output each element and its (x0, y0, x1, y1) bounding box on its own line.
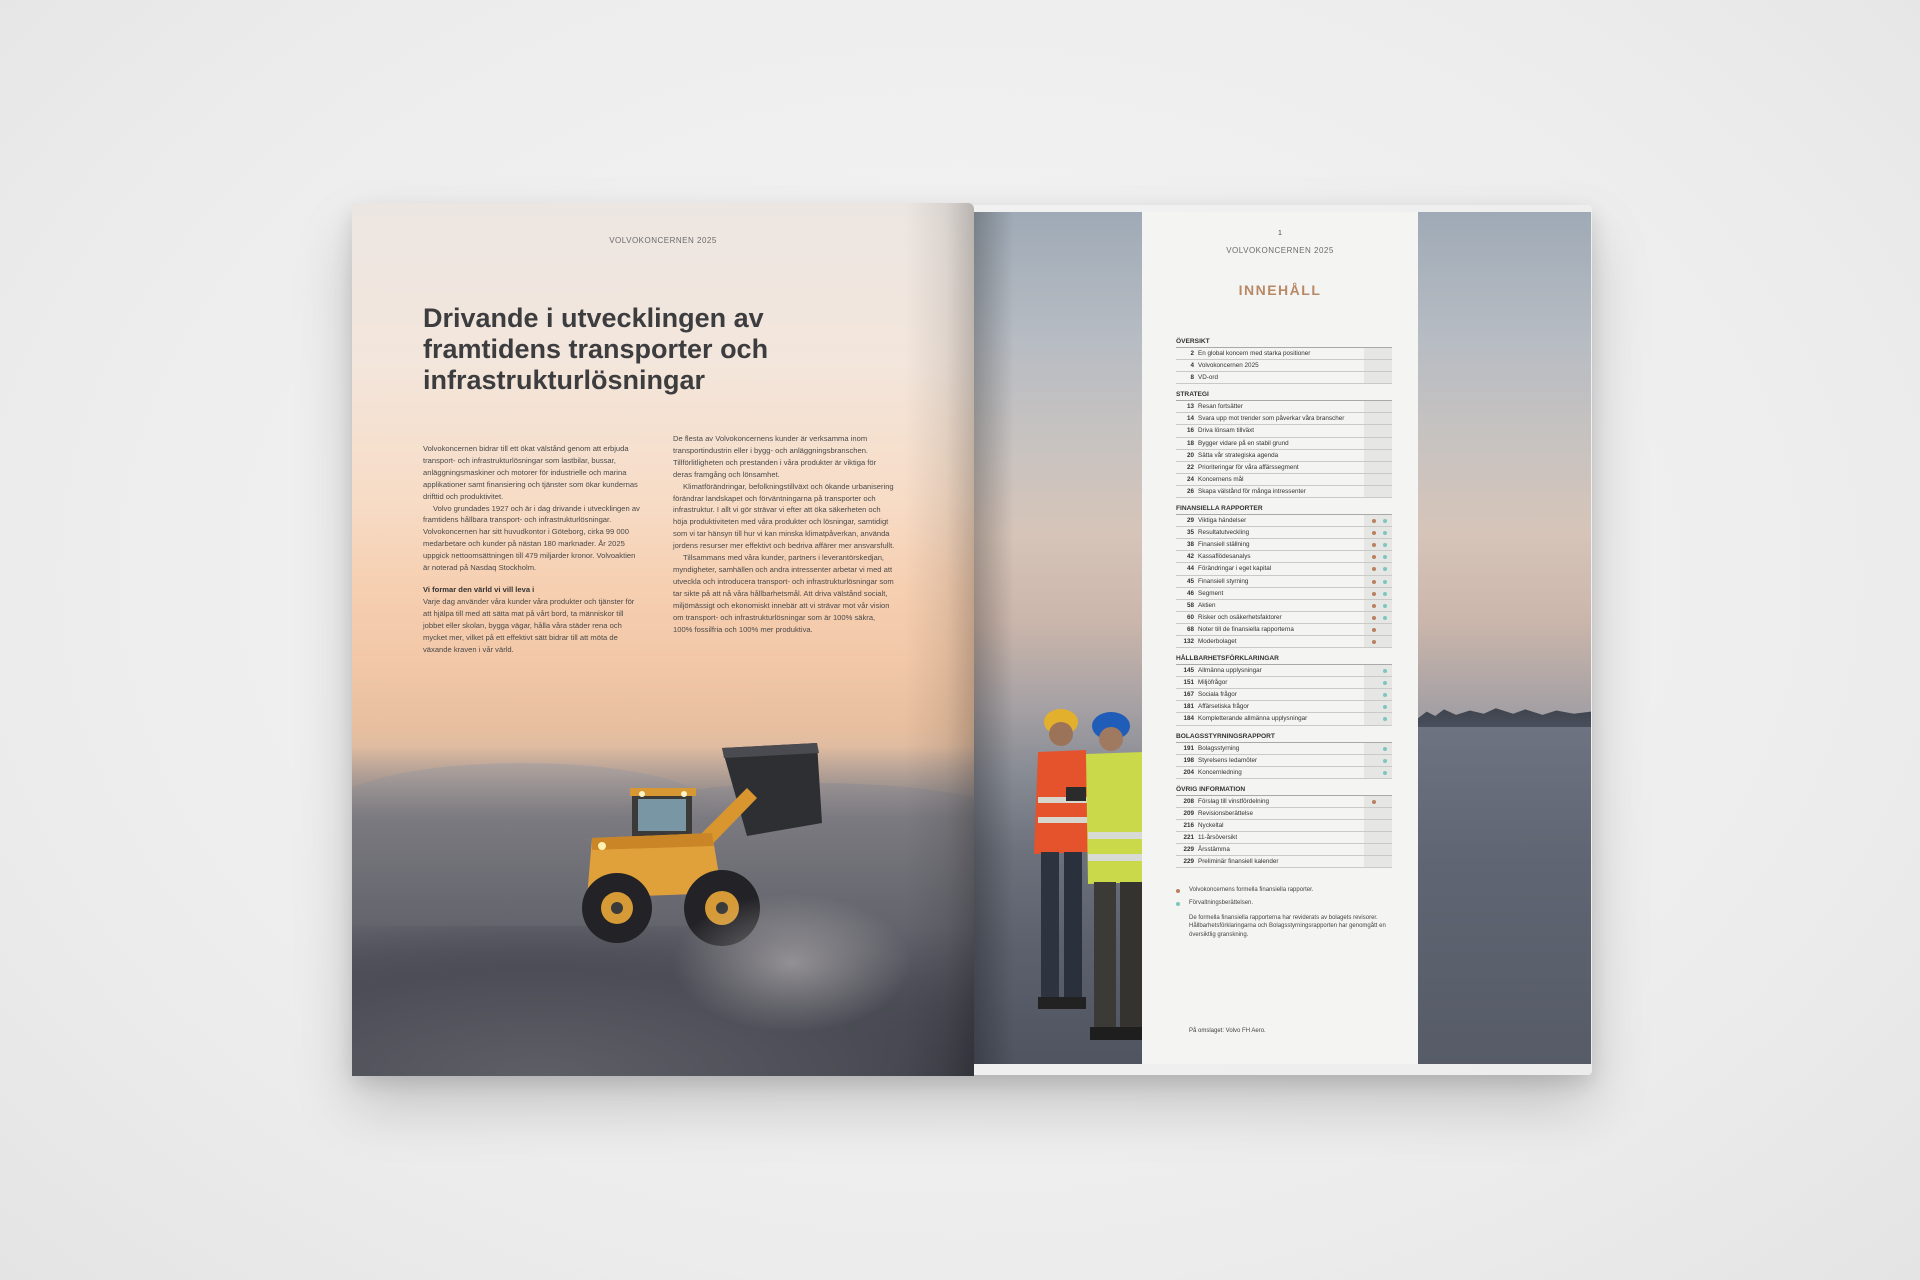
toc-entry-label: Sociala frågor (1198, 691, 1237, 699)
toc-entry-label: En global koncern med starka positioner (1198, 350, 1311, 357)
toc-entry-label: Bolagsstyrning (1198, 744, 1240, 752)
teal-dot-icon (1383, 580, 1387, 584)
legend-label: Volvokoncernens formella finansiella rapporter. (1189, 887, 1314, 893)
teal-dot-icon (1383, 555, 1387, 559)
teal-dot-icon (1383, 693, 1387, 697)
toc-entry[interactable] (1176, 515, 1392, 527)
toc-entry-label: Styrelsens ledamöter (1198, 756, 1258, 764)
paragraph: Tillsammans med våra kunder, partners i leverantörskedjan, myndigheter, samhällen och andra intressenter arbetar vi med att utveckla och introducera transport- och infrastrukturlösningar som tar sikte på att nå våra hållbarhetsmål. Att driva välstånd socialt, miljömässigt och ekonomiskt innebär att vi strävar mot vår vision om transport- och infrastrukturlösningar som är 100% säkra, 100% fossilfria och 100% mer produktiva. (673, 553, 894, 634)
toc-entry-label: Risker och osäkerhetsfaktorer (1198, 613, 1282, 621)
toc-entry[interactable] (1176, 624, 1392, 636)
toc-entry[interactable] (1176, 796, 1392, 808)
toc-page-number: 14 (1186, 415, 1194, 423)
toc-page-number: 151 (1183, 679, 1194, 687)
toc-list (1176, 335, 1392, 868)
teal-dot-icon (1383, 669, 1387, 673)
toc-entry[interactable] (1176, 462, 1392, 474)
toc-page-number: 184 (1183, 715, 1194, 723)
legend-note: De formella finansiella rapporterna har reviderats av bolagets revisorer. Hållbarhetsförklaringarna och Bolagsstyrningsrapporten har genomgått en översiktlig granskning. (1189, 915, 1386, 938)
toc-page-number: 132 (1183, 637, 1194, 645)
legend-item (1176, 884, 1396, 897)
quarry-ground (1418, 727, 1591, 1064)
toc-entry[interactable] (1176, 474, 1392, 486)
toc-page-number: 45 (1186, 577, 1194, 585)
paragraph: Varje dag använder våra kunder våra produkter och tjänster för att hjälpa till med att sätta mat på vårt bord, ta människor till jobbet eller skolan, bygga vägar, hålla våra städer rena och mycket mer, vilket på ett effektivt sätt bidrar till att möta de växande kraven i vår värld. (423, 596, 635, 654)
teal-dot-icon (1383, 567, 1387, 571)
legend-label: Förvaltningsberättelsen. (1189, 900, 1254, 906)
toc-entry-label: Miljöfrågor (1198, 679, 1228, 687)
teal-dot-icon (1383, 616, 1387, 620)
toc-entry[interactable] (1176, 576, 1392, 588)
toc-entry-label: Resultatutveckling (1198, 529, 1250, 537)
toc-entry-label: Finansiell ställning (1198, 541, 1250, 549)
toc-page-number: 24 (1186, 475, 1194, 483)
toc-section-heading: ÖVERSIKT (1176, 335, 1392, 348)
toc-entry[interactable] (1176, 665, 1392, 677)
toc-section-heading: HÅLLBARHETSFÖRKLARINGAR (1176, 652, 1392, 665)
toc-title: INNEHÅLL (1238, 282, 1322, 298)
toc-entry[interactable] (1176, 713, 1392, 725)
toc-section-heading: BOLAGSSTYRNINGSRAPPORT (1176, 730, 1392, 743)
teal-dot-icon (1383, 771, 1387, 775)
brown-dot-icon (1372, 519, 1376, 523)
toc-entry[interactable] (1176, 527, 1392, 539)
toc-entry[interactable] (1176, 425, 1392, 437)
toc-page-number: 221 (1183, 834, 1194, 842)
toc-entry-label: Skapa välstånd för många intressenter (1198, 487, 1306, 495)
toc-page-number: 208 (1183, 797, 1194, 805)
brown-dot-icon (1372, 580, 1376, 584)
toc-entry-label: Prioriteringar för våra affärssegment (1198, 463, 1299, 471)
brown-dot-icon (1372, 616, 1376, 620)
toc-entry[interactable] (1176, 486, 1392, 498)
toc-entry[interactable] (1176, 701, 1392, 713)
toc-entry[interactable] (1176, 450, 1392, 462)
paragraph: Volvo grundades 1927 och är i dag drivande i utvecklingen av framtidens hållbara transport- och infrastrukturlösningar. Volvokoncernen har sitt huvudkontor i Göteborg, cirka 99 000 medarbetare och kunder på nästan 180 marknader. År 2025 uppgick nettoomsättningen till 479 miljarder kronor. Volvoaktien är noterad på Nasdaq Stockholm. (423, 503, 640, 573)
toc-entry-label: Kompletterande allmänna upplysningar (1198, 715, 1308, 723)
paragraph: Klimatförändringar, befolkningstillväxt och ökande urbanisering förändrar landskapet och förväntningarna på transporter och infrastruktur. I allt vi gör strävar vi efter att öka säkerheten och höja produktiviteten med våra produkter och lösningar, samtidigt som vi tar hänsyn till hur vi kan minska klimatpåverkan, använda jordens resurser mer effektivt och bedriva affärer mer ansvarsfullt. (673, 481, 895, 551)
toc-page-number: 68 (1186, 625, 1194, 633)
toc-entry-label: Kassaflödesanalys (1198, 553, 1251, 561)
toc-entry-label: Affärsetiska frågor (1198, 703, 1249, 711)
toc-entry-label: Årsstämma (1198, 846, 1230, 854)
toc-entry-label: Preliminär finansiell kalender (1198, 858, 1279, 866)
toc-page-number: 145 (1183, 667, 1194, 675)
running-head: VOLVOKONCERNEN 2025 (1226, 246, 1334, 255)
toc-entry[interactable] (1176, 743, 1392, 755)
toc-page-number: 46 (1186, 589, 1194, 597)
toc-page-number: 18 (1186, 439, 1194, 447)
toc-page-number: 35 (1186, 529, 1194, 537)
brown-dot-icon (1372, 800, 1376, 804)
toc-entry-label: Finansiell styrning (1198, 577, 1249, 585)
cover-note: På omslaget: Volvo FH Aero. (1189, 1028, 1266, 1034)
toc-page-number: 60 (1186, 613, 1194, 621)
toc-entry-label: Bygger vidare på en stabil grund (1198, 439, 1289, 447)
toc-page-number: 4 (1190, 362, 1194, 370)
teal-dot-icon (1383, 592, 1387, 596)
left-page (352, 203, 974, 1076)
body-column-right (673, 433, 895, 635)
toc-page-number: 26 (1186, 487, 1194, 495)
toc-entry-label: Driva lönsam tillväxt (1198, 427, 1254, 435)
teal-dot-icon (1383, 705, 1387, 709)
subheading: Vi formar den värld vi vill leva i (423, 584, 535, 594)
toc-entry[interactable] (1176, 551, 1392, 563)
toc-entry[interactable] (1176, 808, 1392, 820)
page-fold-shadow (974, 212, 1014, 1064)
toc-section-heading: FINANSIELLA RAPPORTER (1176, 502, 1392, 515)
toc-entry-label: Nyckeltal (1198, 822, 1224, 829)
paragraph: De flesta av Volvokoncernens kunder är verksamma inom transportindustrin eller i bygg- och anläggningsbranschen. Tillförlitligheten och prestanden i våra produkter är viktiga för deras framgång och lönsamhet. (673, 434, 877, 479)
brown-dot-icon (1372, 567, 1376, 571)
toc-entry-label: Koncernens mål (1198, 475, 1244, 483)
toc-entry[interactable] (1176, 832, 1392, 844)
toc-entry-label: Förslag till vinstfördelning (1198, 797, 1270, 805)
toc-entry[interactable] (1176, 767, 1392, 779)
workers-illustration (1016, 692, 1146, 1064)
page-headline: Drivande i utvecklingen av framtidens transporter och infrastrukturlösningar (423, 303, 769, 395)
toc-page-number: 181 (1183, 703, 1194, 711)
dust-cloud (672, 893, 912, 1033)
toc-entry[interactable] (1176, 563, 1392, 575)
toc-page-number: 191 (1183, 744, 1194, 752)
toc-page-number: 229 (1183, 846, 1194, 854)
treeline (1418, 705, 1591, 727)
brown-dot-icon (1372, 592, 1376, 596)
toc-entry-label: Sätta vår strategiska agenda (1198, 451, 1279, 459)
toc-page-number: 198 (1183, 756, 1194, 764)
toc-section-heading: ÖVRIG INFORMATION (1176, 783, 1392, 796)
toc-entry[interactable] (1176, 844, 1392, 856)
toc-entry-label: VD-ord (1198, 374, 1218, 382)
toc-page-number: 29 (1186, 517, 1194, 525)
toc-entry-label: Volvokoncernen 2025 (1198, 362, 1259, 370)
toc-entry-label: Koncernledning (1198, 768, 1242, 776)
toc-entry-label: 11-årsöversikt (1198, 834, 1238, 842)
toc-entry[interactable] (1176, 755, 1392, 767)
toc-page-number: 2 (1190, 350, 1194, 357)
brown-dot-icon (1372, 628, 1376, 632)
body-column-left (423, 443, 641, 655)
page-fold-shadow (904, 203, 974, 1076)
toc-entry[interactable] (1176, 677, 1392, 689)
teal-dot-icon (1383, 543, 1387, 547)
teal-dot-icon (1383, 519, 1387, 523)
toc-entry[interactable] (1176, 588, 1392, 600)
toc-entry[interactable] (1176, 856, 1392, 868)
toc-entry[interactable] (1176, 600, 1392, 612)
toc-section-heading: STRATEGI (1176, 388, 1392, 401)
toc-entry-label: Viktiga händelser (1198, 517, 1247, 525)
brown-dot-icon (1372, 640, 1376, 644)
toc-entry[interactable] (1176, 539, 1392, 551)
legend-item (1176, 897, 1396, 910)
toc-entry[interactable] (1176, 636, 1392, 648)
toc-page-number: 44 (1186, 565, 1194, 573)
teal-dot-icon (1383, 604, 1387, 608)
toc-entry[interactable] (1176, 348, 1392, 360)
teal-dot-icon (1383, 747, 1387, 751)
toc-entry[interactable] (1176, 689, 1392, 701)
brown-dot-icon (1176, 889, 1180, 893)
toc-page-number: 42 (1186, 553, 1194, 561)
toc-page-number: 229 (1183, 858, 1194, 866)
running-head: VOLVOKONCERNEN 2025 (609, 236, 717, 245)
toc-entry-label: Revisionsberättelse (1198, 809, 1253, 817)
toc-entry[interactable] (1176, 612, 1392, 624)
toc-entry[interactable] (1176, 438, 1392, 450)
toc-page-number: 20 (1186, 451, 1194, 459)
teal-dot-icon (1383, 759, 1387, 763)
brown-dot-icon (1372, 555, 1376, 559)
toc-page-number: 38 (1186, 541, 1194, 549)
brown-dot-icon (1372, 543, 1376, 547)
teal-dot-icon (1383, 681, 1387, 685)
toc-page-number: 8 (1190, 374, 1194, 382)
toc-page-number: 216 (1183, 822, 1194, 829)
toc-entry-label: Resan fortsätter (1198, 403, 1243, 411)
toc-entry[interactable] (1176, 401, 1392, 413)
toc-page-number: 13 (1186, 403, 1194, 411)
toc-page-number: 209 (1183, 809, 1194, 817)
table-of-contents-panel (1142, 212, 1418, 1064)
toc-entry[interactable] (1176, 360, 1392, 372)
teal-dot-icon (1383, 717, 1387, 721)
page-number: 1 (1278, 230, 1282, 237)
toc-page-number: 16 (1186, 427, 1194, 435)
toc-page-number: 58 (1186, 601, 1194, 609)
toc-entry[interactable] (1176, 372, 1392, 384)
teal-dot-icon (1383, 531, 1387, 535)
toc-entry[interactable] (1176, 413, 1392, 425)
toc-entry-label: Förändringar i eget kapital (1198, 565, 1272, 573)
toc-entry-label: Svara upp mot trender som påverkar våra branscher (1198, 415, 1345, 423)
toc-entry-label: Noter till de finansiella rapporterna (1198, 625, 1294, 633)
teal-dot-icon (1176, 902, 1180, 906)
paragraph: Volvokoncernen bidrar till ett ökat välstånd genom att erbjuda transport- och infrastrukturlösningar som lastbilar, bussar, anläggningsmaskiner och motorer för industrielle och marina applikationer samt finansiering och tjänster som ökar kundernas drifttid och produktivitet. (423, 444, 638, 501)
brown-dot-icon (1372, 531, 1376, 535)
toc-page-number: 167 (1183, 691, 1194, 699)
toc-legend (1176, 884, 1396, 939)
toc-entry[interactable] (1176, 820, 1392, 832)
brown-dot-icon (1372, 604, 1376, 608)
toc-page-number: 22 (1186, 463, 1194, 471)
toc-entry-label: Allmänna upplysningar (1198, 667, 1262, 675)
toc-entry-label: Segment (1198, 589, 1224, 597)
toc-entry-label: Aktien (1198, 601, 1216, 609)
toc-page-number: 204 (1183, 768, 1194, 776)
toc-entry-label: Moderbolaget (1198, 637, 1237, 645)
